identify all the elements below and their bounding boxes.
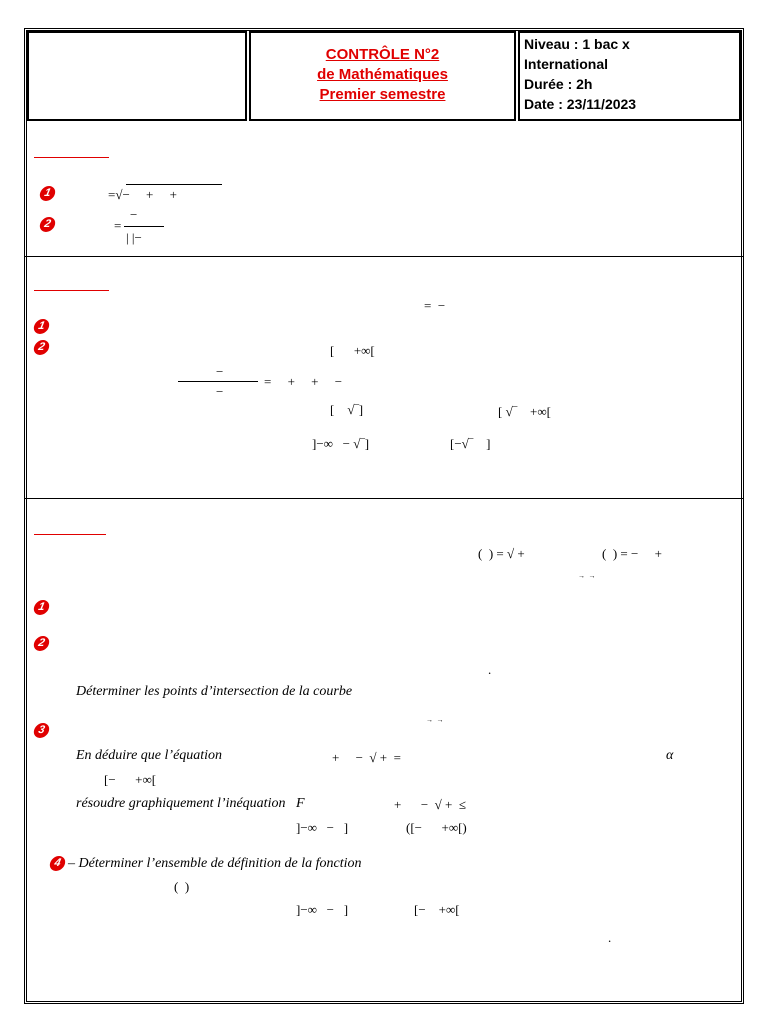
ex1-item1-number: 1 — [38, 186, 56, 201]
ex2-eq-denominator: − — [216, 384, 224, 399]
title-line-1: CONTRÔLE N°2 — [325, 46, 440, 63]
header-title-cell — [249, 31, 516, 121]
ex3-item4-interval2: [− +∞[ — [414, 902, 460, 917]
ex2-item2-number: 2 — [32, 340, 50, 355]
title-line-3: Premier semestre — [319, 86, 446, 103]
ex1-item2-denominator: | |− — [126, 230, 142, 245]
ex3-item4-interval1: ]−∞ − ] — [296, 902, 349, 917]
exercise2-heading-underline — [34, 290, 109, 291]
ex3-item3-vectors: → → — [426, 716, 444, 724]
ex1-item2-equal: = — [114, 218, 122, 233]
title-line-2: de Mathématiques — [317, 66, 448, 83]
ex1-frac-bar — [124, 226, 164, 227]
ex3-item3-interval2: ]−∞ − ] — [296, 820, 349, 835]
ex2-interval-a: [ √‾] — [330, 402, 364, 417]
ex3-item3-equation: + − √ + = — [332, 750, 401, 765]
exercise3-heading-underline — [34, 534, 106, 535]
ex2-interval-1: [ +∞[ — [330, 343, 375, 358]
ex1-item2-number: 2 — [38, 217, 56, 232]
level-text: Niveau : 1 bac x — [524, 36, 630, 52]
ex3-def-f: ( ) = √ + — [478, 546, 525, 561]
ex3-item4-dot: . — [608, 930, 612, 945]
ex2-frac-bar — [178, 381, 258, 382]
header-info-cell — [518, 31, 741, 121]
header-left-cell — [27, 31, 247, 121]
ex2-eq-rhs: = + + − — [264, 374, 343, 389]
level-text-2: International — [524, 56, 609, 72]
duration-text: Durée : 2h — [524, 76, 593, 92]
ex3-item4-paren: ( ) — [174, 879, 190, 894]
ex3-item2-dot: . — [488, 662, 492, 677]
separator-1 — [24, 256, 744, 257]
ex2-interval-d: [−√‾ ] — [450, 436, 491, 451]
ex3-item2-text: Déterminer les points d’intersection de la courbe — [76, 684, 353, 699]
ex3-item3-number: 3 — [32, 723, 50, 738]
ex1-sqrt-bar — [126, 184, 222, 185]
date-text: Date : 23/11/2023 — [524, 96, 637, 112]
ex3-item3-inequality: + − √ + ≤ — [394, 797, 467, 812]
ex1-item1-expression: =√− + + — [108, 187, 177, 202]
ex2-interval-c: ]−∞ − √‾] — [312, 436, 370, 451]
exercise1-heading-underline — [34, 157, 109, 158]
ex3-item3-text2: résoudre graphiquement l’inéquation F — [76, 796, 305, 811]
ex3-item3-text1: En déduire que l’équation — [76, 748, 223, 763]
ex2-statement: = − — [424, 298, 446, 313]
ex3-item4-number: 4 — [48, 856, 66, 871]
ex2-item1-number: 1 — [32, 319, 50, 334]
ex3-item3-interval1: [− +∞[ — [104, 772, 157, 787]
ex3-item2-number: 2 — [32, 636, 50, 651]
ex3-item1-number: 1 — [32, 600, 50, 615]
ex3-item3-alpha: α — [666, 748, 674, 763]
ex3-item3-interval3: ([− +∞[) — [406, 820, 467, 835]
ex3-item4-text: – Déterminer l’ensemble de définition de la fonction — [68, 856, 362, 871]
ex3-vectors: → → — [578, 572, 596, 580]
separator-2 — [24, 498, 744, 499]
ex2-eq-numerator: − — [216, 364, 224, 379]
ex2-interval-b: [ √‾ +∞[ — [498, 404, 551, 419]
ex1-item2-numerator: − — [130, 207, 138, 222]
ex3-def-g: ( ) = − + — [602, 546, 662, 561]
